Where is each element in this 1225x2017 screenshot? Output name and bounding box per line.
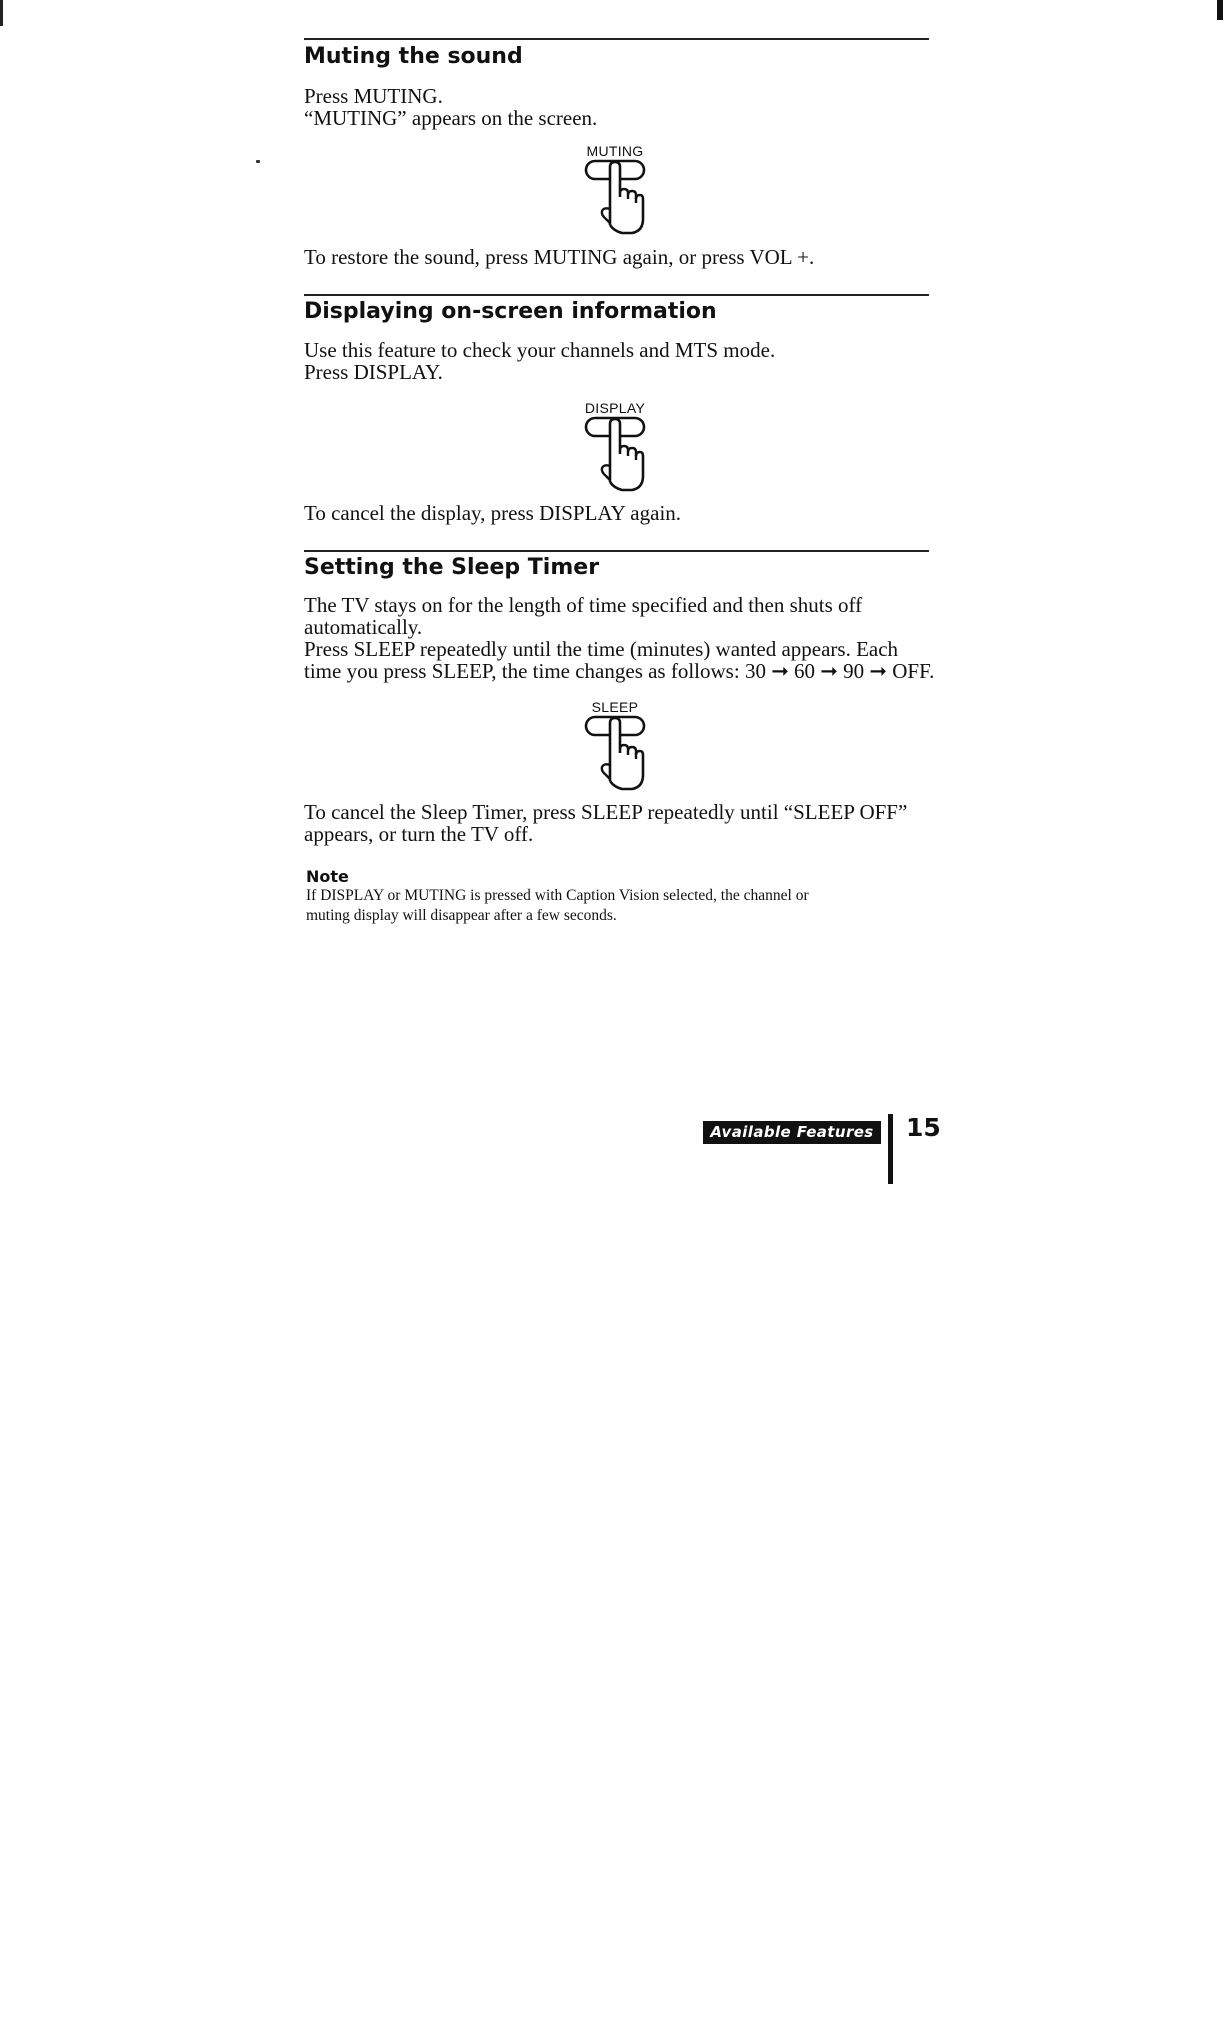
finger-press-button-icon — [580, 713, 650, 793]
section-title: Setting the Sleep Timer — [304, 555, 600, 580]
body-line: To restore the sound, press MUTING again, or press VOL +. — [304, 245, 815, 269]
sleep-button-figure — [560, 699, 670, 809]
section-body — [304, 594, 944, 682]
page-edge-mark — [1217, 0, 1223, 20]
finger-press-button-icon — [580, 414, 650, 494]
note-body — [306, 886, 946, 926]
footer-divider — [888, 1114, 893, 1184]
body-line: Use this feature to check your channels and MTS mode. — [304, 338, 776, 362]
section-body — [304, 502, 944, 524]
button-label: DISPLAY — [584, 400, 646, 416]
body-line: time you press SLEEP, the time changes as follows: 30 ➞ 60 ➞ 90 ➞ OFF. — [304, 659, 935, 683]
display-button-figure — [560, 400, 670, 510]
page-edge-mark — [0, 0, 3, 26]
note-title: Note — [306, 867, 349, 886]
finger-press-button-icon — [580, 157, 650, 237]
page-number: 15 — [906, 1113, 941, 1142]
note-line: If DISPLAY or MUTING is pressed with Caption Vision selected, the channel or — [306, 887, 809, 904]
body-line: Press MUTING. — [304, 84, 443, 108]
body-line: appears, or turn the TV off. — [304, 822, 534, 846]
body-line: “MUTING” appears on the screen. — [304, 106, 598, 130]
button-label: MUTING — [586, 143, 644, 159]
section-body — [304, 801, 944, 845]
section-tab: Available Features — [703, 1121, 881, 1144]
body-line: automatically. — [304, 615, 423, 639]
section-body — [304, 85, 944, 129]
note-line: muting display will disappear after a few seconds. — [306, 907, 617, 924]
section-body — [304, 339, 944, 383]
scan-speck — [256, 160, 260, 163]
section-title: Muting the sound — [304, 44, 523, 69]
button-label: SLEEP — [591, 699, 639, 715]
body-line: To cancel the display, press DISPLAY again. — [304, 501, 682, 525]
body-line: Press DISPLAY. — [304, 360, 443, 384]
section-rule — [304, 38, 929, 40]
body-line: The TV stays on for the length of time specified and then shuts off — [304, 593, 863, 617]
section-rule — [304, 550, 929, 552]
section-body — [304, 246, 944, 268]
body-line: Press SLEEP repeatedly until the time (minutes) wanted appears. Each — [304, 637, 899, 661]
section-title: Displaying on-screen information — [304, 299, 717, 324]
section-rule — [304, 294, 929, 296]
body-line: To cancel the Sleep Timer, press SLEEP repeatedly until “SLEEP OFF” — [304, 800, 908, 824]
muting-button-figure — [560, 143, 670, 253]
